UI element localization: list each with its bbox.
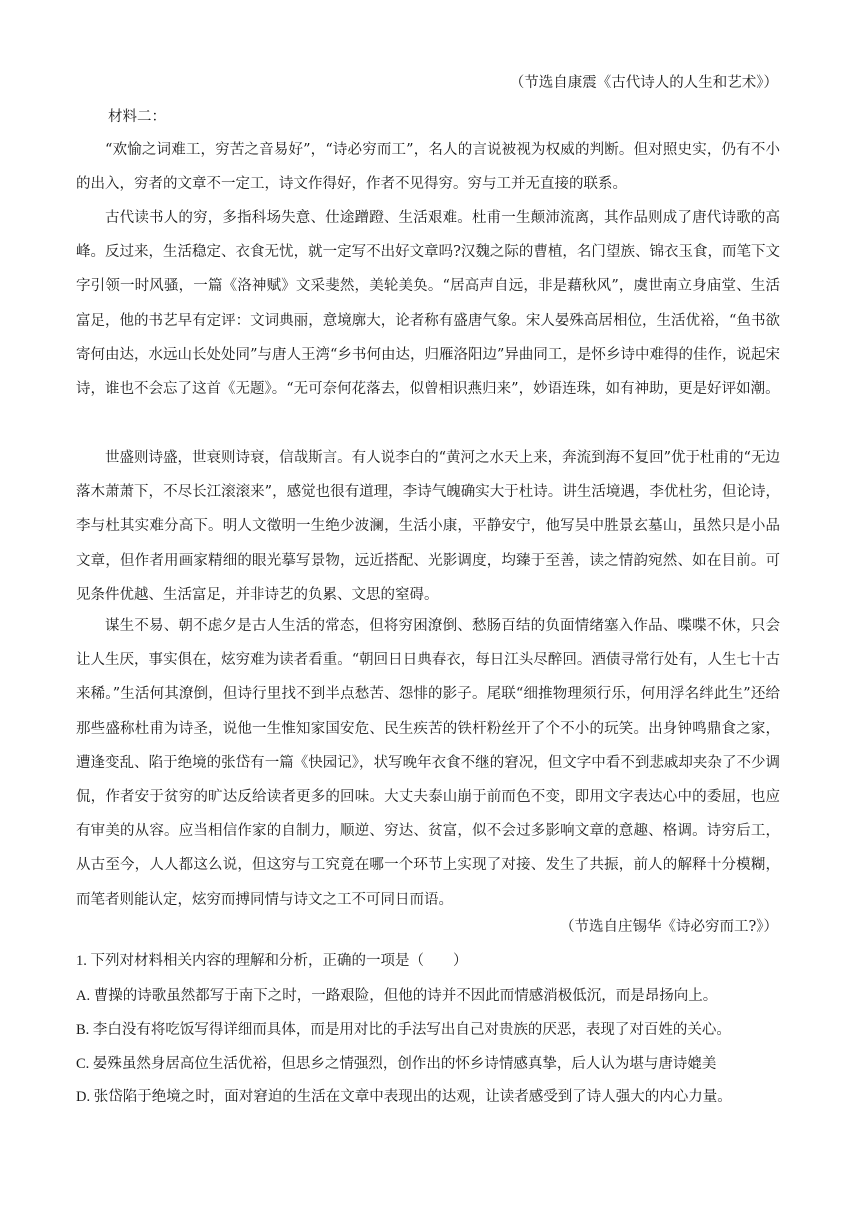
option-c: C. 晏殊虽然身居高位生活优裕，但思乡之情强烈，创作出的怀乡诗情感真挚，后人认为堪与唐诗媲美 xyxy=(76,1056,717,1072)
material-2-paragraph-4: 谋生不易、朝不虑夕是古人生活的常态，但将穷困潦倒、愁肠百结的负面情绪塞入作品、喋喋不休，只会让人生厌，事实俱在，炫穷难为读者看重。“朝回日日典春衣，每日江头尽醉回。酒债寻常行处有，人生七十古来稀。”生活何其潦倒，但诗行里找不到半点愁苦、怨悱的影子。尾联“细推物理须行乐，何用浮名绊此生”还给那些盛称杜甫为诗圣，说他一生惟知家国安危、民生疾苦的铁杆粉丝开了个不小的玩笑。出身钟鸣鼎食之家，遭逢变乱、陷于绝境的张岱有一篇《快园记》，状写晚年衣食不继的窘况，但文字中看不到悲戚却夹杂了不少调侃，作者安于贫穷的旷达反给读者更多的回味。大丈夫泰山崩于前而色不变，即用文字表达心中的委屈，也应有审美的从容。应当相信作家的自制力，顺逆、穷达、贫富，似不会过多影响文章的意趣、格调。诗穷后工，从古至今，人人都这么说，但这穷与工究竟在哪一个环节上实现了对接、发生了共振，前人的解释十分模糊，而笔者则能认定，炫穷而搏同情与诗文之工不可同日而语。 xyxy=(76,618,780,908)
material-2-paragraph-3: 世盛则诗盛，世衰则诗衰，信哉斯言。有人说李白的“黄河之水天上来，奔流到海不复回”优于杜甫的“无边落木萧萧下，不尽长江滚滚来”，感觉也很有道理，李诗气魄确实大于杜诗。讲生活境遇，李优杜劣，但论诗，李与杜其实难分高下。明人文徵明一生绝少波澜，生活小康，平静安宁，他写吴中胜景玄墓山，虽然只是小品文章，但作者用画家精细的眼光摹写景物，远近搭配、光影调度，均臻于至善，读之情韵宛然、如在目前。可见条件优越、生活富足，并非诗艺的负累、文思的窒碍。 xyxy=(76,450,780,603)
material-2-paragraph-1: “欢愉之词难工，穷苦之音易好”，“诗必穷而工”，名人的言说被视为权威的判断。但对照史实，仍有不小的出入，穷者的文章不一定工，诗文作得好，作者不见得穷。穷与工并无直接的联系。 xyxy=(76,142,780,193)
material-2-heading: 材料二： xyxy=(108,109,166,125)
material-1-source: （节选自康震《古代诗人的人生和艺术》） xyxy=(509,75,778,91)
material-2-source: （节选自庄锡华《诗必穷而工?》） xyxy=(559,919,778,935)
option-a: A. 曹操的诗歌虽然都写于南下之时，一路艰险，但他的诗并不因此而情感消极低沉，而是昂扬向上。 xyxy=(76,988,718,1004)
question-stem: 1. 下列对材料相关内容的理解和分析，正确的一项是（ ） xyxy=(76,953,468,969)
material-2-paragraph-2: 古代读书人的穷，多指科场失意、仕途蹭蹬、生活艰难。杜甫一生颠沛流离，其作品则成了唐代诗歌的高峰。反过来，生活稳定、衣食无忧，就一定写不出好文章吗?汉魏之际的曹植，名门望族、锦衣玉食，而笔下文字引领一时风骚，一篇《洛神赋》文采斐然，美轮美奂。“居高声自远，非是藉秋风”，虞世南立身庙堂、生活富足，他的书艺早有定评：文词典丽，意境廓大，论者称有盛唐气象。宋人晏殊高居相位，生活优裕，“鱼书欲寄何由达，水远山长处处同”与唐人王湾“乡书何由达，归雁洛阳边”异曲同工，是怀乡诗中难得的佳作，说起宋诗，谁也不会忘了这首《无题》。“无可奈何花落去，似曾相识燕归来”，妙语连珠，如有神助，更是好评如潮。 xyxy=(76,210,780,398)
option-b: B. 李白没有将吃饭写得详细而具体，而是用对比的手法写出自己对贵族的厌恶，表现了对百姓的关心。 xyxy=(76,1022,731,1038)
option-d: D. 张岱陷于绝境之时，面对窘迫的生活在文章中表现出的达观，让读者感受到了诗人强大的内心力量。 xyxy=(76,1089,732,1105)
